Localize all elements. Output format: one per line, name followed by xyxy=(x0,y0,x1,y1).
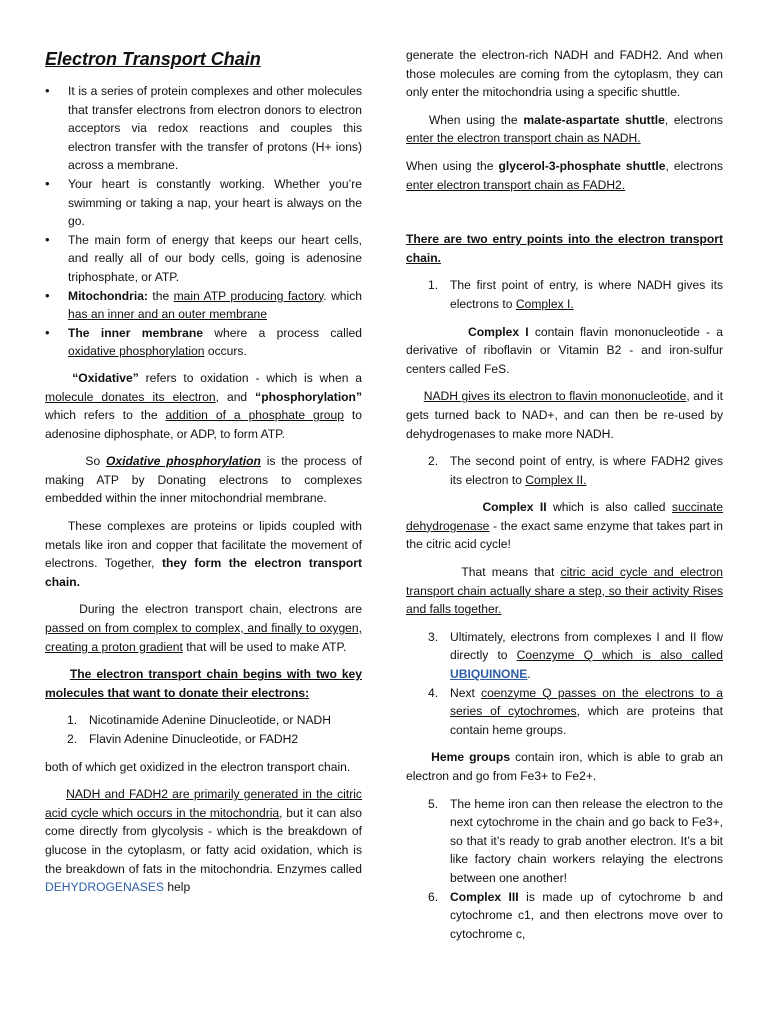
list-item: 1. The first point of entry, is where NADH gives its electrons to Complex I. xyxy=(428,278,723,311)
list-item: 5. The heme iron can then release the electron to the next cytochrome in the chain and go back to Fe3+, so that it’s ready to grab another electron. It’s a bit like factory chain workers relaying the electrons between one another! xyxy=(428,796,723,885)
list-item: 2. The second point of entry, is where FADH2 gives its electron to Complex II. xyxy=(428,454,723,487)
paragraph-during: During the electron transport chain, electrons are passed on from complex to complex, and finally to oxygen, creating a proton gradient that will be used to make ATP. xyxy=(45,602,363,654)
paragraph-nadh-fadh2: NADH and FADH2 are primarily generated in the citric acid cycle which occurs in the mitochondria, but it can also come directly from glycolysis - which is the breakdown of glucose in the cytoplasm, or fatty acid oxidation, which is the breakdown of fats in the mitochondria. Enzymes called DEHYDROGENASES help xyxy=(45,787,362,895)
paragraph-heme-groups: Heme groups contain iron, which is able to grab an electron and go from Fe3+ to Fe2+. xyxy=(406,750,724,783)
list-item: 1. Nicotinamide Adenine Dinucleotide, or NADH xyxy=(67,713,331,728)
bullet-item: • The inner membrane where a process called oxidative phosphorylation occurs. xyxy=(68,324,362,361)
paragraph-oxidative-phosphorylation: So Oxidative phosphorylation is the process of making ATP by Donating electrons to complexes embedded within the inner mitochondrial membrane. xyxy=(45,454,362,506)
bullet-item: • The main form of energy that keeps our heart cells, and really all of our body cells, going is adenosine triphosphate, or ATP. xyxy=(68,231,362,287)
list-item: 2. Flavin Adenine Dinucleotide, or FADH2 xyxy=(67,732,299,746)
paragraph-complexes: These complexes are proteins or lipids coupled with metals like iron and copper that facilitate the movement of electrons. Together, they form the electron transport chain. xyxy=(45,519,362,589)
steps-list-a xyxy=(406,628,723,740)
list-item: 6. Complex III is made up of cytochrome b and cytochrome c1, and then electrons move over to cytochrome c, xyxy=(428,889,723,941)
list-item: 4. Next coenzyme Q passes on the electrons to a series of cytochromes, which are proteins that contain heme groups. xyxy=(428,685,723,737)
entry-list-first xyxy=(406,276,723,313)
document-title: Electron Transport Chain xyxy=(45,49,261,69)
left-column xyxy=(45,46,362,897)
molecule-list xyxy=(45,711,362,748)
bullet-item: • Your heart is constantly working. Whether you’re swimming or taking a nap, your heart is always on the go. xyxy=(68,175,362,231)
bullet-item: • Mitochondria: the main ATP producing factory. which has an inner and an outer membrane xyxy=(68,287,362,324)
list-item: 3. Ultimately, electrons from complexes I and II flow directly to Coenzyme Q which is also called UBIQUINONE. xyxy=(428,629,723,682)
paragraph-glycerol-shuttle: When using the glycerol-3-phosphate shuttle, electrons enter electron transport chain as FADH2. xyxy=(406,158,723,192)
paragraph-chain-begins: The electron transport chain begins with two key molecules that want to donate their electrons: xyxy=(45,667,362,700)
paragraph-that-means: That means that citric acid cycle and electron transport chain actually share a step, so their activity Rises and falls together. xyxy=(406,565,723,617)
paragraph-malate-shuttle: When using the malate-aspartate shuttle, electrons enter the electron transport chain as NADH. xyxy=(406,112,723,146)
right-column xyxy=(406,46,723,943)
paragraph-complex-two: Complex II which is also called succinate dehydrogenase - the exact same enzyme that takes part in the citric acid cycle! xyxy=(406,500,723,552)
paragraph-oxidative: “Oxidative” refers to oxidation - which is when a molecule donates its electron, and “phosphorylation” which refers to the addition of a phosphate group to adenosine diphosphate, or ADP, to form ATP. xyxy=(45,370,362,441)
paragraph-both-oxidized: both of which get oxidized in the electron transport chain. xyxy=(45,759,351,774)
paragraph-nadh-gives: NADH gives its electron to flavin mononucleotide, and it gets turned back to NAD+, and can then be re-used by dehydrogenases to make more NADH. xyxy=(406,389,723,441)
steps-list-b xyxy=(406,795,723,944)
entry-list-second xyxy=(406,452,723,489)
paragraph-generate: generate the electron-rich NADH and FADH2. And when those molecules are coming from the cytoplasm, they can only enter the mitochondria using a specific shuttle. xyxy=(406,48,723,100)
bullet-item: • It is a series of protein complexes and other molecules that transfer electrons from electron donors to electron acceptors via redox reactions and couples this electron transfer with the transfer of protons (H+ ions) across a membrane. xyxy=(68,82,362,175)
paragraph-complex-one: Complex I contain flavin mononucleotide - a derivative of riboflavin or Vitamin B2 - and iron-sulfur centers called FeS. xyxy=(406,324,723,376)
paragraph-entry-points: There are two entry points into the electron transport chain. xyxy=(406,232,723,265)
intro-bullet-list xyxy=(45,82,362,361)
